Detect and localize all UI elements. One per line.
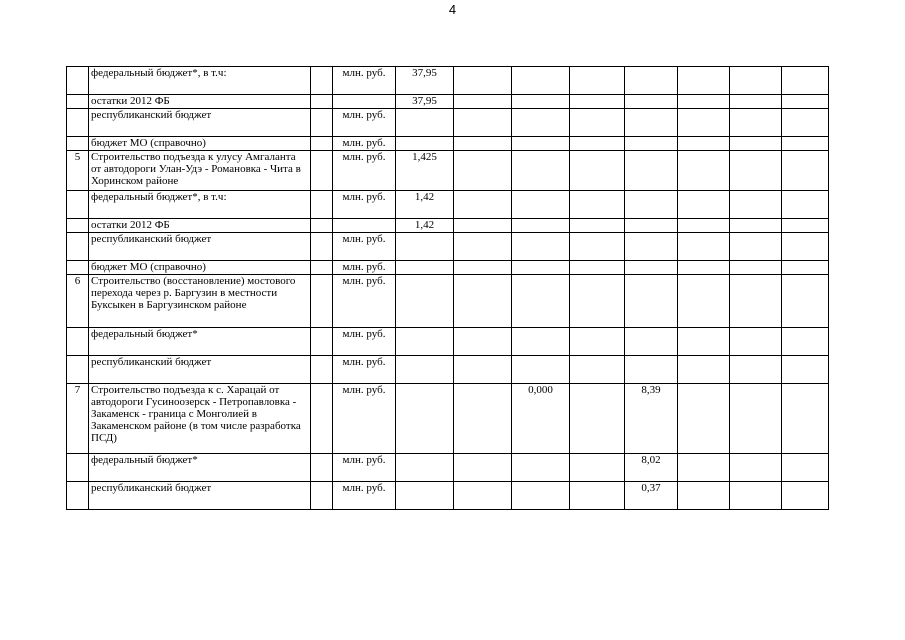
row-number-cell — [67, 219, 89, 233]
value-cell: 1,425 — [396, 151, 454, 191]
table-row — [67, 384, 829, 454]
empty-cell — [311, 454, 333, 482]
value-cell — [730, 356, 782, 384]
item-name-cell: федеральный бюджет* — [89, 328, 311, 356]
value-cell — [570, 219, 625, 233]
item-name-cell: остатки 2012 ФБ — [89, 219, 311, 233]
row-number-cell — [67, 137, 89, 151]
value-cell: 1,42 — [396, 219, 454, 233]
value-cell — [570, 95, 625, 109]
unit-cell: млн. руб. — [333, 454, 396, 482]
item-name-cell: республиканский бюджет — [89, 482, 311, 510]
row-number-cell — [67, 482, 89, 510]
value-cell — [570, 137, 625, 151]
value-cell — [512, 137, 570, 151]
row-number-cell — [67, 95, 89, 109]
item-name-cell: федеральный бюджет*, в т.ч: — [89, 191, 311, 219]
value-cell — [730, 67, 782, 95]
value-cell — [454, 356, 512, 384]
value-cell — [730, 384, 782, 454]
value-cell — [570, 233, 625, 261]
value-cell — [454, 137, 512, 151]
row-number-cell: 7 — [67, 384, 89, 454]
empty-cell — [311, 261, 333, 275]
row-number-cell — [67, 109, 89, 137]
value-cell — [570, 356, 625, 384]
value-cell — [570, 109, 625, 137]
value-cell — [782, 109, 829, 137]
value-cell — [730, 261, 782, 275]
value-cell — [678, 328, 730, 356]
value-cell — [625, 261, 678, 275]
value-cell: 37,95 — [396, 67, 454, 95]
value-cell — [730, 482, 782, 510]
row-number-cell — [67, 233, 89, 261]
value-cell — [454, 67, 512, 95]
budget-table — [66, 66, 829, 510]
empty-cell — [311, 191, 333, 219]
value-cell — [782, 95, 829, 109]
value-cell — [782, 275, 829, 328]
item-name-cell: республиканский бюджет — [89, 356, 311, 384]
value-cell: 0,000 — [512, 384, 570, 454]
value-cell — [678, 67, 730, 95]
value-cell — [782, 219, 829, 233]
value-cell: 8,39 — [625, 384, 678, 454]
value-cell — [730, 275, 782, 328]
value-cell — [454, 384, 512, 454]
value-cell — [396, 356, 454, 384]
empty-cell — [311, 219, 333, 233]
item-name-cell: Строительство подъезда к с. Харацай от автодороги Гусиноозерск - Петропавловка - Закаменск - граница с Монголией в Закаменском районе (в том числе разработка ПСД) — [89, 384, 311, 454]
value-cell — [730, 191, 782, 219]
value-cell — [454, 261, 512, 275]
table-row — [67, 356, 829, 384]
value-cell — [570, 328, 625, 356]
value-cell — [782, 137, 829, 151]
row-number-cell — [67, 261, 89, 275]
value-cell — [512, 275, 570, 328]
value-cell — [782, 233, 829, 261]
value-cell — [625, 109, 678, 137]
value-cell — [454, 454, 512, 482]
value-cell — [730, 109, 782, 137]
value-cell — [396, 233, 454, 261]
table-row — [67, 151, 829, 191]
empty-cell — [311, 275, 333, 328]
item-name-cell: Строительство (восстановление) мостового перехода через р. Баргузин в местности Буксыкен в Баргузинском районе — [89, 275, 311, 328]
value-cell — [396, 454, 454, 482]
value-cell — [782, 261, 829, 275]
value-cell — [396, 482, 454, 510]
unit-cell: млн. руб. — [333, 191, 396, 219]
value-cell — [625, 191, 678, 219]
row-number-cell — [67, 356, 89, 384]
unit-cell: млн. руб. — [333, 275, 396, 328]
value-cell: 37,95 — [396, 95, 454, 109]
empty-cell — [311, 384, 333, 454]
unit-cell: млн. руб. — [333, 137, 396, 151]
row-number-cell — [67, 454, 89, 482]
value-cell — [782, 482, 829, 510]
value-cell — [454, 219, 512, 233]
value-cell — [570, 191, 625, 219]
value-cell — [678, 384, 730, 454]
value-cell — [782, 384, 829, 454]
value-cell — [454, 151, 512, 191]
row-number-cell — [67, 191, 89, 219]
value-cell — [678, 482, 730, 510]
row-number-cell: 5 — [67, 151, 89, 191]
table-row — [67, 137, 829, 151]
value-cell — [512, 356, 570, 384]
value-cell — [678, 356, 730, 384]
value-cell — [678, 454, 730, 482]
value-cell: 1,42 — [396, 191, 454, 219]
value-cell — [625, 328, 678, 356]
table-row — [67, 454, 829, 482]
empty-cell — [311, 109, 333, 137]
table-row — [67, 95, 829, 109]
value-cell — [730, 151, 782, 191]
value-cell — [454, 275, 512, 328]
value-cell: 0,37 — [625, 482, 678, 510]
value-cell — [454, 233, 512, 261]
unit-cell: млн. руб. — [333, 482, 396, 510]
empty-cell — [311, 233, 333, 261]
value-cell — [625, 356, 678, 384]
value-cell — [730, 219, 782, 233]
unit-cell: млн. руб. — [333, 384, 396, 454]
value-cell — [625, 275, 678, 328]
item-name-cell: бюджет МО (справочно) — [89, 137, 311, 151]
value-cell — [512, 482, 570, 510]
value-cell — [396, 137, 454, 151]
value-cell — [678, 109, 730, 137]
value-cell — [625, 233, 678, 261]
value-cell — [570, 275, 625, 328]
value-cell — [625, 67, 678, 95]
value-cell — [512, 328, 570, 356]
value-cell — [454, 482, 512, 510]
value-cell — [396, 275, 454, 328]
value-cell — [678, 137, 730, 151]
value-cell — [678, 219, 730, 233]
item-name-cell: остатки 2012 ФБ — [89, 95, 311, 109]
value-cell — [512, 261, 570, 275]
value-cell — [570, 454, 625, 482]
value-cell — [512, 67, 570, 95]
empty-cell — [311, 137, 333, 151]
value-cell — [396, 109, 454, 137]
unit-cell: млн. руб. — [333, 109, 396, 137]
value-cell — [570, 482, 625, 510]
row-number-cell — [67, 328, 89, 356]
value-cell — [396, 384, 454, 454]
value-cell — [730, 137, 782, 151]
value-cell — [782, 454, 829, 482]
table-row — [67, 219, 829, 233]
table-row — [67, 191, 829, 219]
table-row — [67, 482, 829, 510]
value-cell — [678, 191, 730, 219]
value-cell — [730, 454, 782, 482]
table-row — [67, 109, 829, 137]
value-cell — [625, 95, 678, 109]
value-cell — [396, 261, 454, 275]
table-row — [67, 67, 829, 95]
value-cell — [782, 151, 829, 191]
unit-cell: млн. руб. — [333, 261, 396, 275]
unit-cell: млн. руб. — [333, 356, 396, 384]
value-cell — [512, 109, 570, 137]
value-cell — [782, 191, 829, 219]
empty-cell — [311, 328, 333, 356]
value-cell — [570, 261, 625, 275]
value-cell — [512, 219, 570, 233]
table-row — [67, 261, 829, 275]
value-cell — [730, 328, 782, 356]
value-cell — [454, 109, 512, 137]
table-row — [67, 275, 829, 328]
value-cell — [512, 191, 570, 219]
unit-cell: млн. руб. — [333, 328, 396, 356]
value-cell — [678, 233, 730, 261]
item-name-cell: бюджет МО (справочно) — [89, 261, 311, 275]
row-number-cell — [67, 67, 89, 95]
value-cell — [678, 95, 730, 109]
value-cell — [454, 191, 512, 219]
value-cell — [570, 151, 625, 191]
value-cell: 8,02 — [625, 454, 678, 482]
value-cell — [454, 328, 512, 356]
value-cell — [512, 95, 570, 109]
value-cell — [570, 67, 625, 95]
value-cell — [678, 261, 730, 275]
value-cell — [730, 95, 782, 109]
item-name-cell: республиканский бюджет — [89, 109, 311, 137]
value-cell — [730, 233, 782, 261]
page-number: 4 — [448, 2, 457, 17]
row-number-cell: 6 — [67, 275, 89, 328]
unit-cell — [333, 95, 396, 109]
empty-cell — [311, 151, 333, 191]
unit-cell: млн. руб. — [333, 67, 396, 95]
value-cell — [782, 356, 829, 384]
empty-cell — [311, 482, 333, 510]
value-cell — [678, 151, 730, 191]
item-name-cell: республиканский бюджет — [89, 233, 311, 261]
value-cell — [512, 151, 570, 191]
table-row — [67, 233, 829, 261]
value-cell — [625, 151, 678, 191]
value-cell — [570, 384, 625, 454]
value-cell — [625, 137, 678, 151]
value-cell — [454, 95, 512, 109]
item-name-cell: федеральный бюджет*, в т.ч: — [89, 67, 311, 95]
value-cell — [396, 328, 454, 356]
value-cell — [512, 233, 570, 261]
empty-cell — [311, 67, 333, 95]
item-name-cell: Строительство подъезда к улусу Амгаланта от автодороги Улан-Удэ - Романовка - Чита в Хоринском районе — [89, 151, 311, 191]
unit-cell: млн. руб. — [333, 233, 396, 261]
empty-cell — [311, 95, 333, 109]
unit-cell — [333, 219, 396, 233]
value-cell — [782, 67, 829, 95]
value-cell — [512, 454, 570, 482]
value-cell — [625, 219, 678, 233]
value-cell — [782, 328, 829, 356]
value-cell — [678, 275, 730, 328]
empty-cell — [311, 356, 333, 384]
item-name-cell: федеральный бюджет* — [89, 454, 311, 482]
unit-cell: млн. руб. — [333, 151, 396, 191]
table-row — [67, 328, 829, 356]
